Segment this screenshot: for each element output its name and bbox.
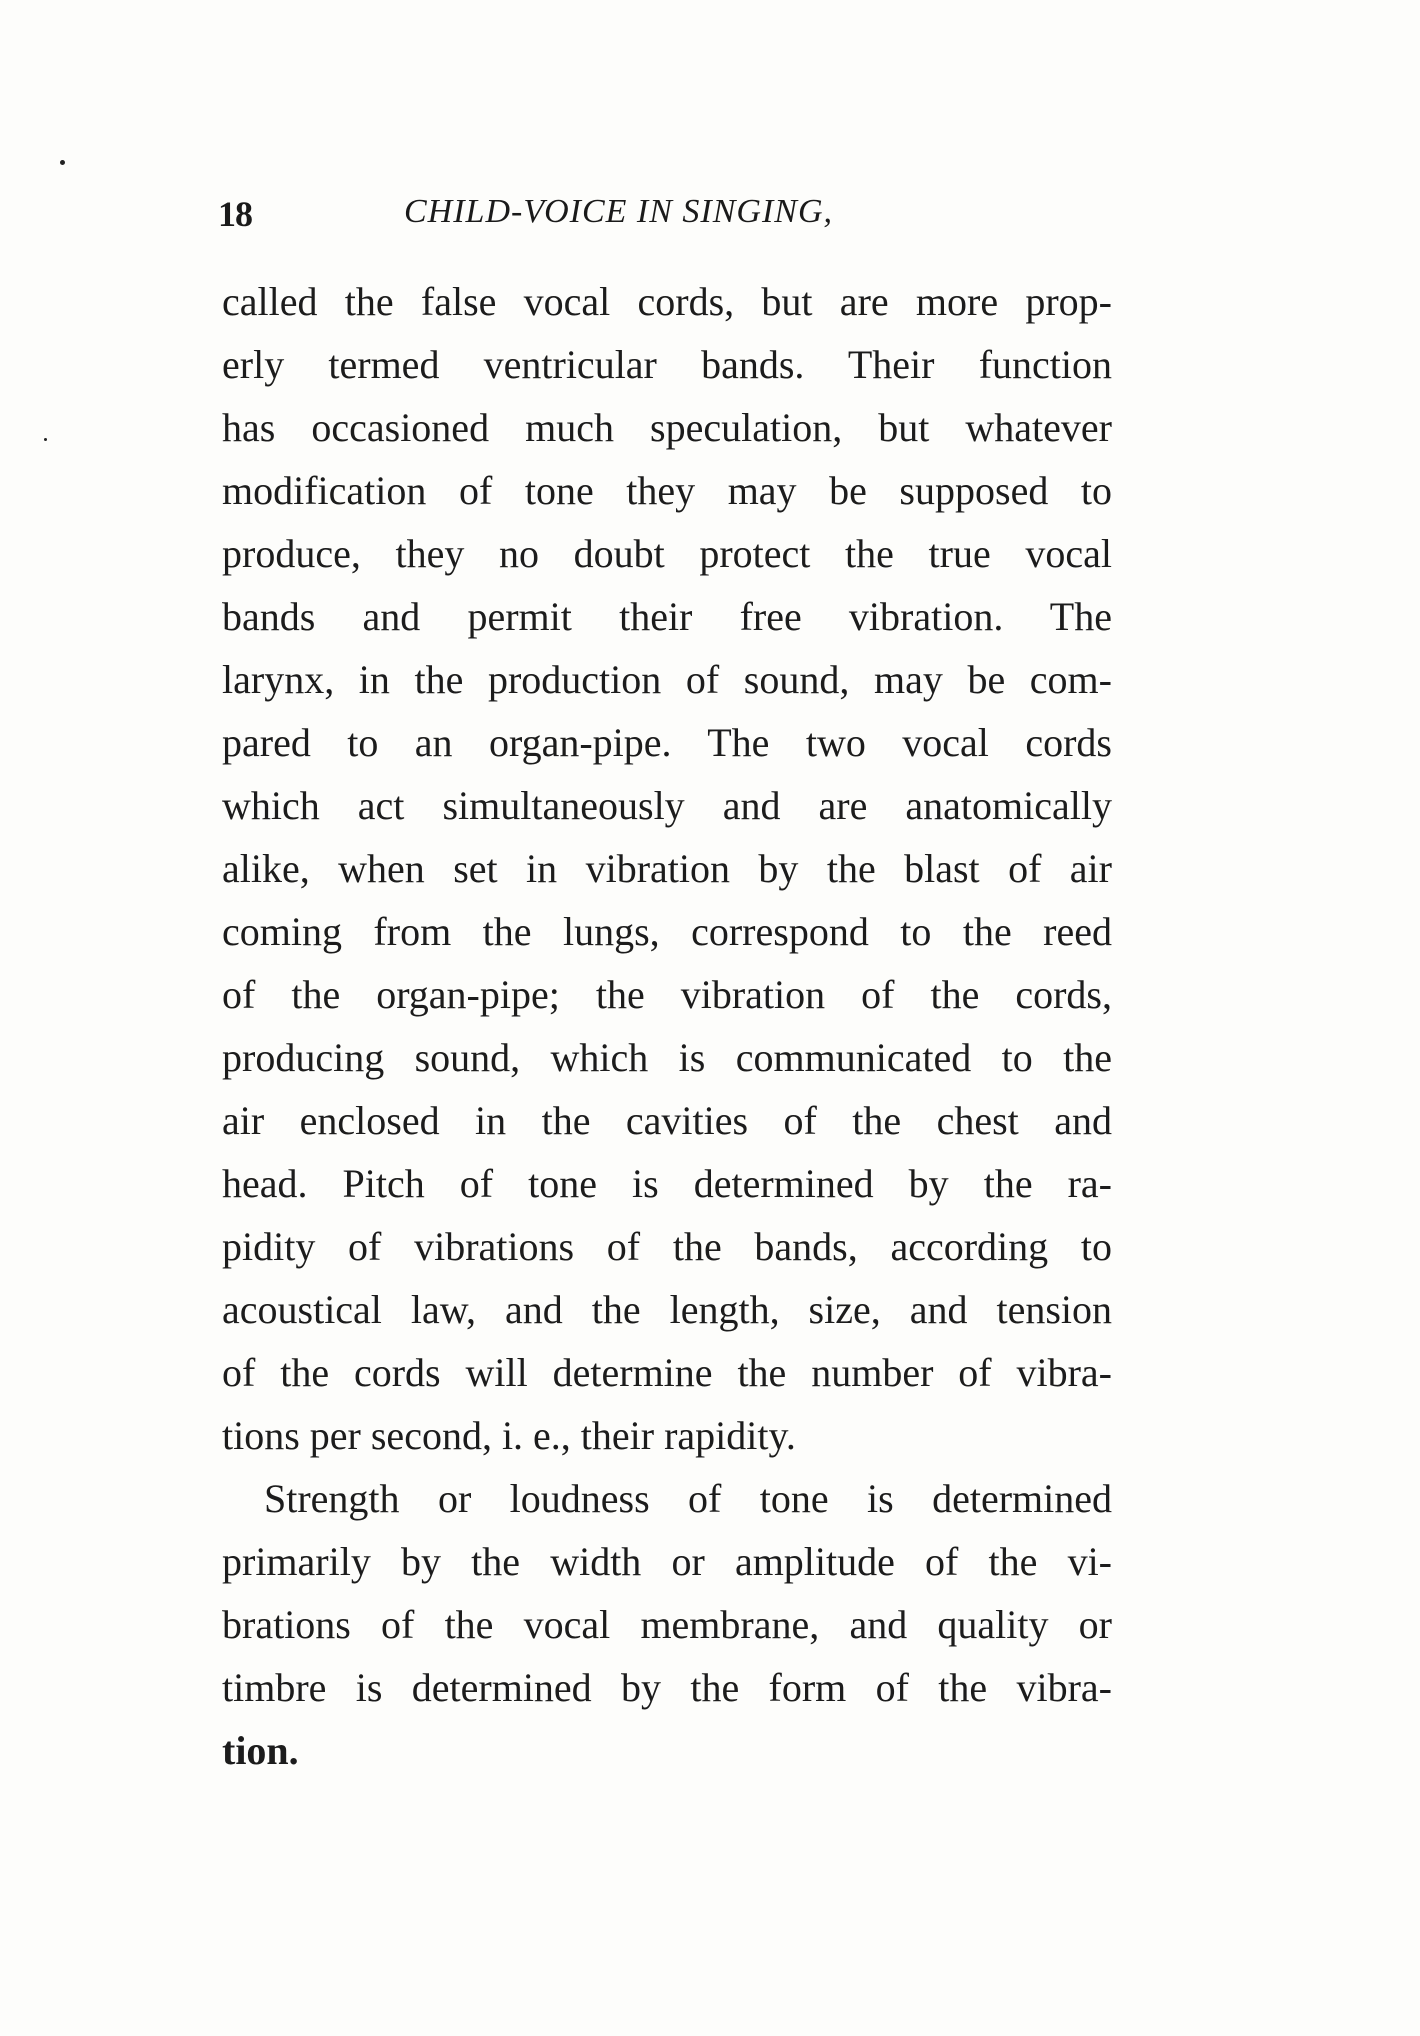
text-line: air enclosed in the cavities of the chest and [222, 1098, 1112, 1143]
text-line: acoustical law, and the length, size, and tension [222, 1287, 1112, 1332]
text-line: which act simultaneously and are anatomically [222, 783, 1112, 828]
text-line: head. Pitch of tone is determined by the ra- [222, 1161, 1112, 1206]
ink-speck [44, 438, 47, 441]
paragraph [222, 1467, 1112, 1782]
page-header [218, 193, 1118, 253]
text-line: primarily by the width or amplitude of the vi- [222, 1539, 1112, 1584]
text-line: produce, they no doubt protect the true vocal [222, 531, 1112, 576]
text-line: producing sound, which is communicated to the [222, 1035, 1112, 1080]
text-line: larynx, in the production of sound, may be com- [222, 657, 1112, 702]
text-line: of the organ-pipe; the vibration of the cords, [222, 972, 1112, 1017]
text-line: tions per second, i. e., their rapidity. [222, 1413, 796, 1458]
text-line: alike, when set in vibration by the blast of air [222, 846, 1112, 891]
running-title: CHILD-VOICE IN SINGING, [404, 193, 834, 230]
paragraph [222, 270, 1112, 1467]
text-line: Strength or loudness of tone is determined [264, 1476, 1112, 1521]
text-line: called the false vocal cords, but are more prop- [222, 279, 1112, 324]
page-number: 18 [218, 194, 252, 234]
text-line: tion. [222, 1728, 299, 1773]
text-line: erly termed ventricular bands. Their function [222, 342, 1112, 387]
text-line: coming from the lungs, correspond to the reed [222, 909, 1112, 954]
text-line: of the cords will determine the number of vibra- [222, 1350, 1112, 1395]
text-line: modification of tone they may be supposed to [222, 468, 1112, 513]
text-line: pared to an organ-pipe. The two vocal cords [222, 720, 1112, 765]
text-line: bands and permit their free vibration. The [222, 594, 1112, 639]
text-line: timbre is determined by the form of the vibra- [222, 1665, 1112, 1710]
text-line: brations of the vocal membrane, and quality or [222, 1602, 1112, 1647]
text-line: has occasioned much speculation, but whatever [222, 405, 1112, 450]
text-line: pidity of vibrations of the bands, according to [222, 1224, 1112, 1269]
body-text [222, 270, 1112, 1782]
ink-speck [60, 160, 65, 165]
